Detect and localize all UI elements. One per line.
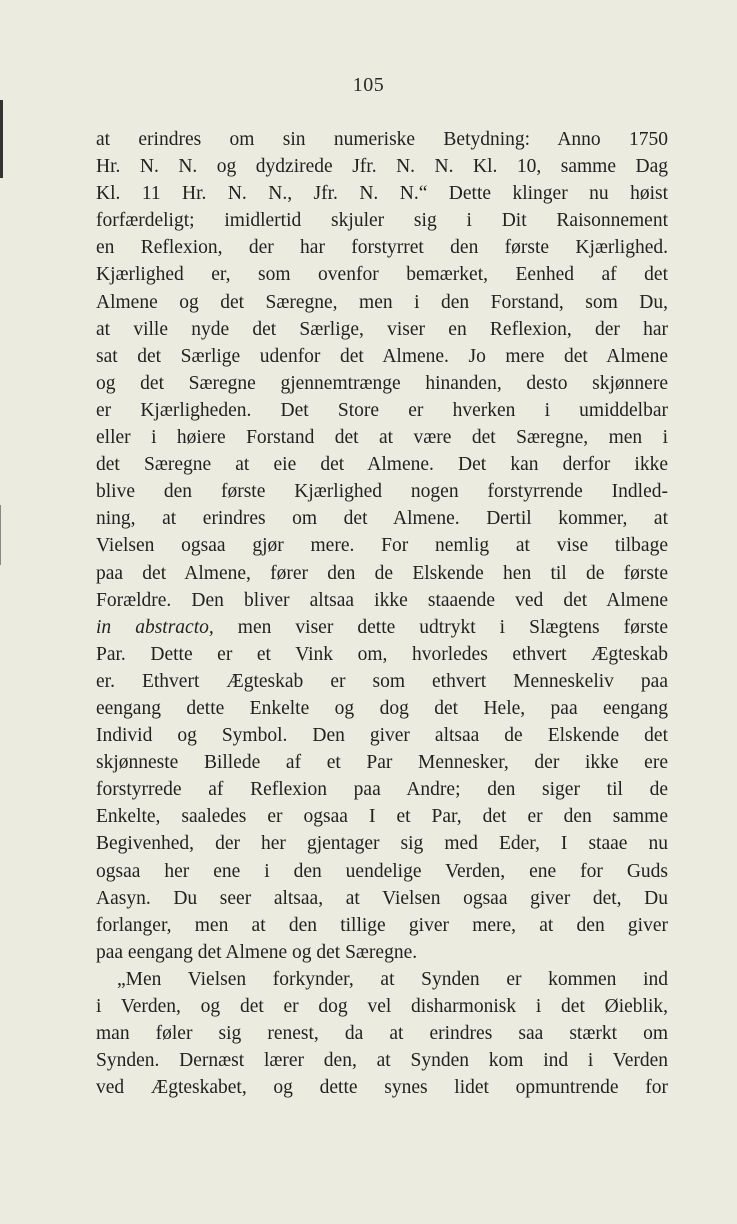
text-line: [96, 587, 668, 614]
line-text: men viser dette udtrykt i Slægtens første: [213, 616, 668, 638]
line-text: Aasyn. Du seer altsaa, at Vielsen ogsaa giver det, Du: [96, 887, 668, 909]
line-text: eller i høiere Forstand det at være det Særegne, men i: [96, 427, 668, 449]
line-text: forlanger, men at den tillige giver mere, at den giver: [96, 914, 668, 936]
line-text: „Men Vielsen forkynder, at Synden er kommen ind: [117, 968, 668, 990]
line-text: Forældre. Den bliver altsaa ikke staaende ved det Almene: [96, 589, 668, 611]
line-text: forstyrrede af Reflexion paa Andre; den siger til de: [96, 779, 668, 801]
line-text: Individ og Symbol. Den giver altsaa de Elskende det: [96, 725, 668, 747]
text-line: [96, 1074, 668, 1101]
text-line: [96, 668, 668, 695]
line-text: Almene og det Særegne, men i den Forstand, som Du,: [96, 291, 668, 313]
line-text: at ville nyde det Særlige, viser en Reflexion, der har: [96, 318, 668, 340]
line-text: forfærdeligt; imidlertid skjuler sig i Dit Raisonnement: [96, 210, 668, 232]
line-text: Hr. N. N. og dydzirede Jfr. N. N. Kl. 10, samme Dag: [96, 156, 668, 178]
line-text: at erindres om sin numeriske Betydning: Anno 1750: [96, 129, 668, 150]
line-text: Par. Dette er et Vink om, hvorledes ethvert Ægteskab: [96, 643, 668, 665]
line-text: er Kjærligheden. Det Store er hverken i umiddelbar: [96, 399, 668, 421]
text-line: [96, 749, 668, 776]
text-line: [96, 261, 668, 288]
text-line: [96, 858, 668, 885]
text-line: [96, 803, 668, 830]
line-text: ved Ægteskabet, og dette synes lidet opmuntrende for: [96, 1077, 668, 1099]
line-text: er. Ethvert Ægteskab er som ethvert Menneskeliv paa: [96, 670, 668, 692]
page-edge-mark: [0, 100, 3, 178]
text-line: [96, 478, 668, 505]
line-text: Kl. 11 Hr. N. N., Jfr. N. N.“ Dette klinger nu høist: [96, 183, 668, 205]
text-line: [96, 560, 668, 587]
line-text: sat det Særlige udenfor det Almene. Jo mere det Almene: [96, 345, 668, 367]
text-line: [96, 885, 668, 912]
text-line: [96, 614, 668, 641]
text-line: [96, 505, 668, 532]
text-line: [96, 343, 668, 370]
text-line: [96, 397, 668, 424]
line-text: blive den første Kjærlighed nogen forstyrrende Indled-: [96, 481, 668, 503]
line-text: Enkelte, saaledes er ogsaa I et Par, det er den samme: [96, 806, 668, 828]
line-text: Vielsen ogsaa gjør mere. For nemlig at vise tilbage: [96, 535, 668, 557]
text-line: [96, 180, 668, 207]
text-line: [96, 966, 668, 993]
line-text: ning, at erindres om det Almene. Dertil kommer, at: [96, 508, 668, 530]
text-line: [96, 153, 668, 180]
text-line: [96, 289, 668, 316]
line-text: paa det Almene, fører den de Elskende hen til de første: [96, 562, 668, 584]
text-line: [96, 1020, 668, 1047]
text-line: [96, 830, 668, 857]
text-line: [96, 695, 668, 722]
text-line: [96, 316, 668, 343]
text-line: [96, 424, 668, 451]
text-line: [96, 126, 668, 153]
text-line: [96, 370, 668, 397]
body-text: [96, 126, 668, 1101]
line-text: eengang dette Enkelte og dog det Hele, paa eengang: [96, 697, 668, 719]
text-line: [96, 722, 668, 749]
text-line: [96, 912, 668, 939]
text-line: [96, 939, 668, 966]
line-text: Synden. Dernæst lærer den, at Synden kom ind i Verden: [96, 1050, 668, 1072]
text-line: [96, 1047, 668, 1074]
line-text: paa eengang det Almene og det Særegne.: [96, 941, 418, 963]
text-line: [96, 993, 668, 1020]
page-number: 105: [352, 74, 385, 96]
italic-phrase: in abstracto,: [96, 616, 214, 638]
line-text: man føler sig renest, da at erindres saa stærkt om: [96, 1023, 668, 1045]
line-text: Begivenhed, der her gjentager sig med Eder, I staae nu: [96, 833, 668, 855]
line-text: Kjærlighed er, som ovenfor bemærket, Eenhed af det: [96, 264, 668, 286]
line-text: og det Særegne gjennemtrænge hinanden, desto skjønnere: [96, 372, 668, 394]
text-line: [96, 234, 668, 261]
line-text: det Særegne at eie det Almene. Det kan derfor ikke: [96, 454, 668, 476]
text-line: [96, 207, 668, 234]
line-text: en Reflexion, der har forstyrret den første Kjærlighed.: [96, 237, 668, 259]
line-text: skjønneste Billede af et Par Mennesker, der ikke ere: [96, 752, 668, 774]
line-text: i Verden, og det er dog vel disharmonisk i det Øieblik,: [96, 996, 668, 1017]
text-line: [96, 451, 668, 478]
text-line: [96, 532, 668, 559]
page-edge-mark: [0, 505, 1, 565]
text-line: [96, 776, 668, 803]
text-line: [96, 641, 668, 668]
line-text: ogsaa her ene i den uendelige Verden, ene for Guds: [96, 860, 668, 882]
